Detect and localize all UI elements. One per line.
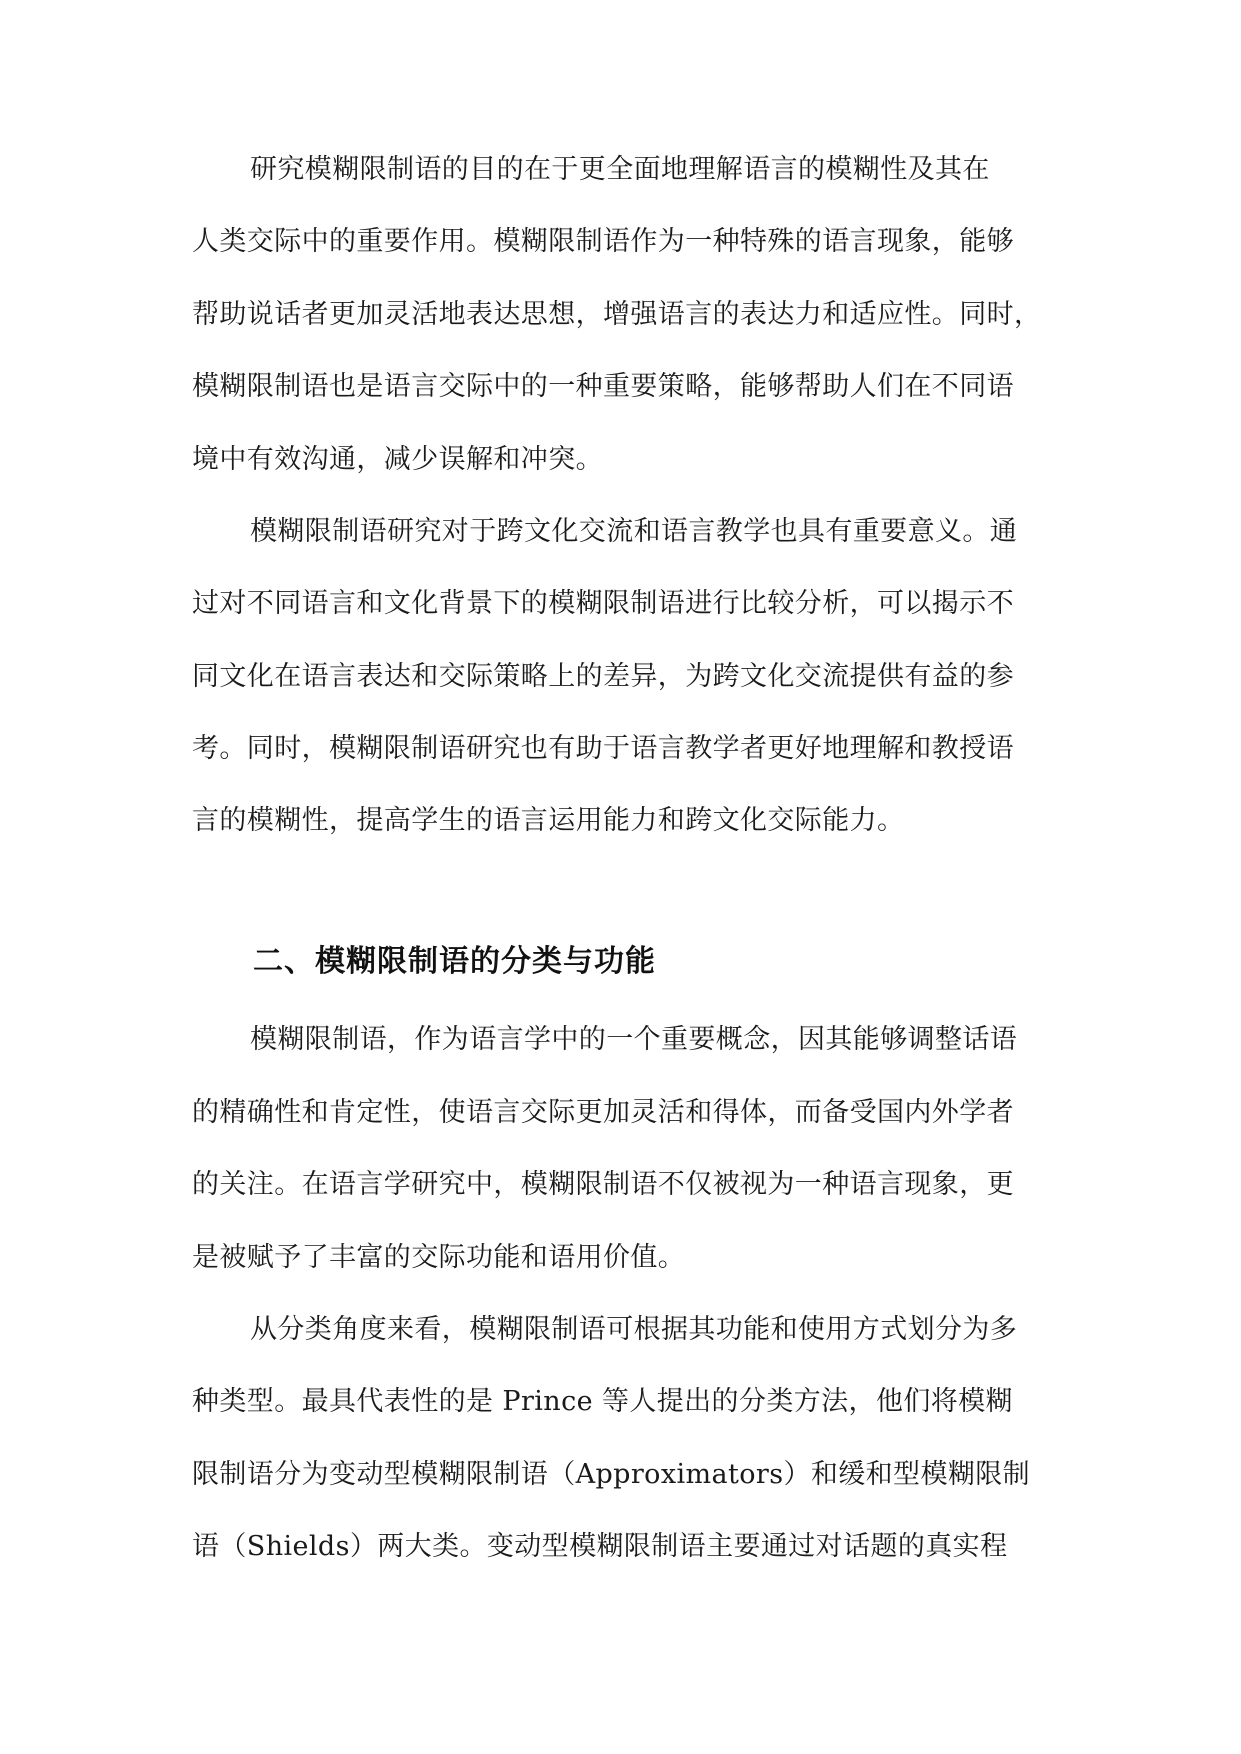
paragraph-line: 言的模糊性，提高学生的语言运用能力和跨文化交际能力。 [192,805,905,836]
paragraph-line: 研究模糊限制语的目的在于更全面地理解语言的模糊性及其在 [250,154,990,185]
paragraph-line: 考。同时，模糊限制语研究也有助于语言教学者更好地理解和教授语 [192,733,1014,764]
paragraph-line: 限制语分为变动型模糊限制语（Approximators）和缓和型模糊限制 [192,1459,1031,1490]
paragraph-line: 的关注。在语言学研究中，模糊限制语不仅被视为一种语言现象，更 [192,1169,1014,1200]
paragraph-line: 种类型。最具代表性的是 Prince 等人提出的分类方法，他们将模糊 [192,1386,1013,1417]
paragraph-line: 从分类角度来看，模糊限制语可根据其功能和使用方式划分为多 [250,1314,1018,1345]
paragraph-line: 人类交际中的重要作用。模糊限制语作为一种特殊的语言现象，能够 [192,226,1014,257]
paragraph-line: 帮助说话者更加灵活地表达思想，增强语言的表达力和适应性。同时， [192,299,1042,330]
paragraph-line: 过对不同语言和文化背景下的模糊限制语进行比较分析，可以揭示不 [192,588,1014,619]
section-heading: 二、模糊限制语的分类与功能 [253,944,656,979]
paragraph-line: 是被赋予了丰富的交际功能和语用价值。 [192,1242,686,1273]
paragraph-line: 语（Shields）两大类。变动型模糊限制语主要通过对话题的真实程 [192,1531,1008,1562]
paragraph-line: 的精确性和肯定性，使语言交际更加灵活和得体，而备受国内外学者 [192,1097,1014,1128]
paragraph-line: 模糊限制语研究对于跨文化交流和语言教学也具有重要意义。通 [250,516,1018,547]
paragraph-line: 模糊限制语，作为语言学中的一个重要概念，因其能够调整话语 [250,1024,1018,1055]
paragraph-line: 模糊限制语也是语言交际中的一种重要策略，能够帮助人们在不同语 [192,371,1014,402]
paragraph-line: 同文化在语言表达和交际策略上的差异，为跨文化交流提供有益的参 [192,661,1014,692]
paragraph-line: 境中有效沟通，减少误解和冲突。 [192,444,603,475]
